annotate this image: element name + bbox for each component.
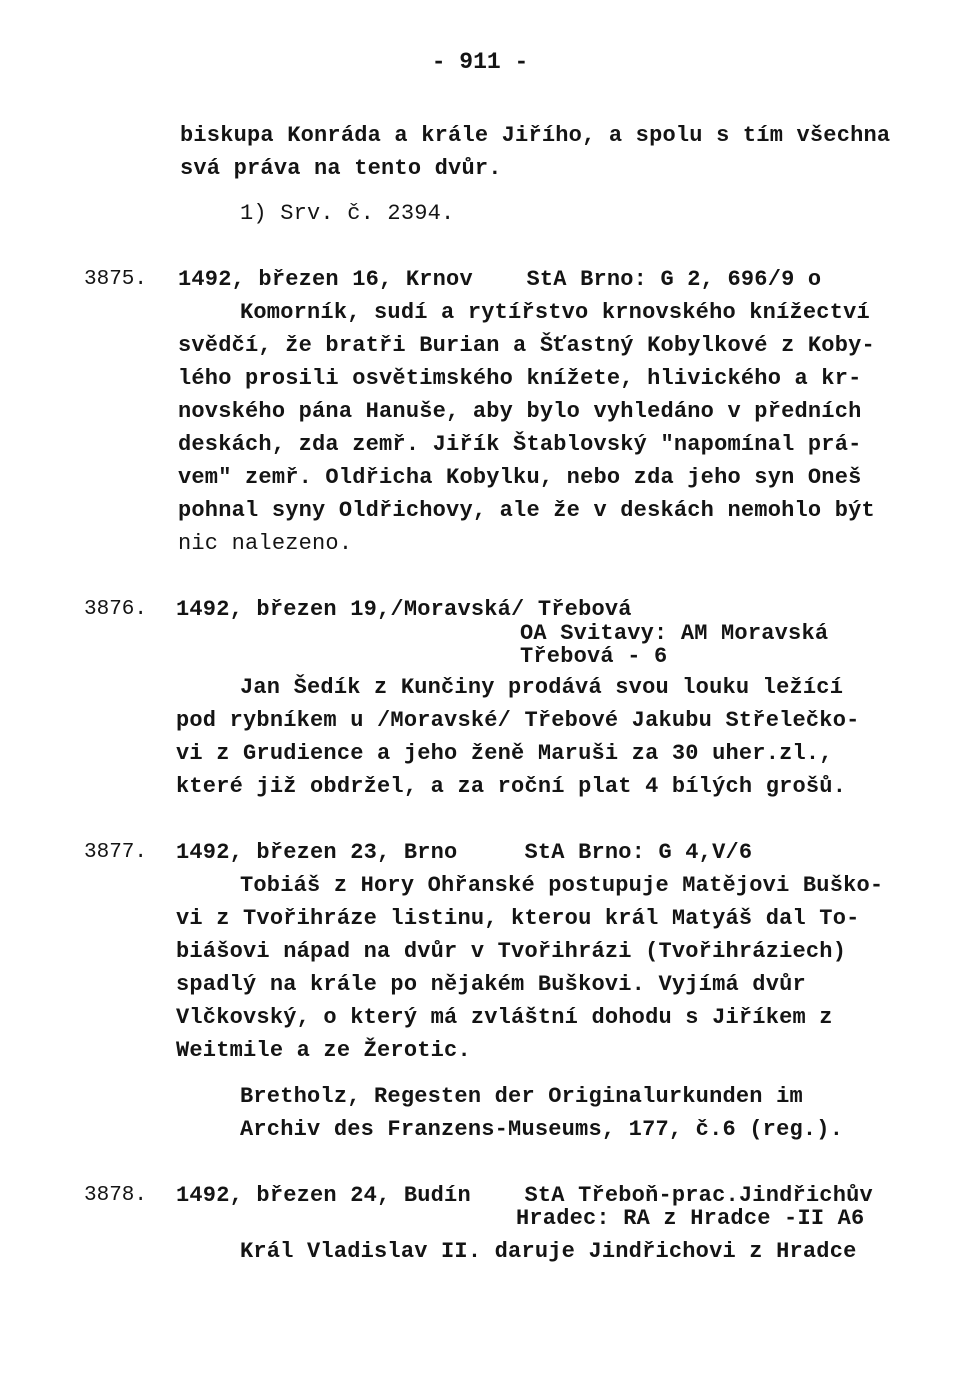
- text-line: Weitmile a ze Žerotic.: [176, 1038, 471, 1063]
- text-line: svá práva na tento dvůr.: [180, 156, 502, 181]
- reference-line: Archiv des Franzens-Museums, 177, č.6 (reg.).: [240, 1117, 844, 1142]
- text-line: biskupa Konráda a krále Jiřího, a spolu s tím všechna: [180, 123, 891, 148]
- reference-line: Bretholz, Regesten der Originalurkunden im: [240, 1084, 803, 1109]
- entry-header: 1492, březen 16, Krnov StA Brno: G 2, 696/9 o: [178, 267, 822, 292]
- text-line: pohnal syny Oldřichovy, ale že v deskách nemohlo být: [178, 498, 875, 523]
- entry-header: 1492, březen 19,/Moravská/ Třebová: [176, 597, 632, 622]
- text-line: deskách, zda zemř. Jiřík Štablovský "napomínal prá-: [178, 432, 862, 457]
- text-line: Jan Šedík z Kunčiny prodává svou louku ležící: [240, 675, 844, 700]
- text-line: novského pána Hanuše, aby bylo vyhledáno v předních: [178, 399, 862, 424]
- text-line: nic nalezeno.: [178, 531, 353, 556]
- archive-line: Hradec: RA z Hradce -II A6: [516, 1206, 865, 1231]
- text-line: lého prosili osvětimského knížete, hlivického a kr-: [178, 366, 862, 391]
- text-line: Komorník, sudí a rytířstvo krnovského knížectví: [240, 300, 870, 325]
- text-line: Vlčkovský, o který má zvláštní dohodu s Jiříkem z: [176, 1005, 833, 1030]
- entry-number: 3876.: [84, 598, 148, 621]
- archive-line: OA Svitavy: AM Moravská: [520, 621, 829, 646]
- archive-line: Třebová - 6: [520, 644, 668, 669]
- text-line: pod rybníkem u /Moravské/ Třebové Jakubu Střelečko-: [176, 708, 860, 733]
- entry-header: 1492, březen 24, Budín StA Třeboň-prac.Jindřichův: [176, 1183, 873, 1208]
- text-line: Tobiáš z Hory Ohřanské postupuje Matějovi Buško-: [240, 873, 884, 898]
- text-line: vi z Tvořihráze listinu, kterou král Matyáš dal To-: [176, 906, 860, 931]
- text-line: biášovi nápad na dvůr v Tvořihrázi (Tvořihráziech): [176, 939, 847, 964]
- text-line: vem" zemř. Oldřicha Kobylku, nebo zda jeho syn Oneš: [178, 465, 862, 490]
- text-line: které již obdržel, a za roční plat 4 bílých grošů.: [176, 774, 847, 799]
- page-number: - 911 -: [431, 49, 529, 75]
- text-line: vi z Grudience a jeho ženě Maruši za 30 uher.zl.,: [176, 741, 833, 766]
- footnote: 1) Srv. č. 2394.: [240, 201, 455, 226]
- text-line: Král Vladislav II. daruje Jindřichovi z Hradce: [240, 1239, 857, 1264]
- text-line: svědčí, že bratři Burian a Šťastný Kobylkové z Koby-: [178, 333, 875, 358]
- entry-number: 3875.: [84, 268, 148, 291]
- entry-header: 1492, březen 23, Brno StA Brno: G 4,V/6: [176, 840, 753, 865]
- entry-number: 3878.: [84, 1184, 148, 1207]
- text-line: spadlý na krále po nějakém Buškovi. Vyjímá dvůr: [176, 972, 806, 997]
- entry-number: 3877.: [84, 841, 148, 864]
